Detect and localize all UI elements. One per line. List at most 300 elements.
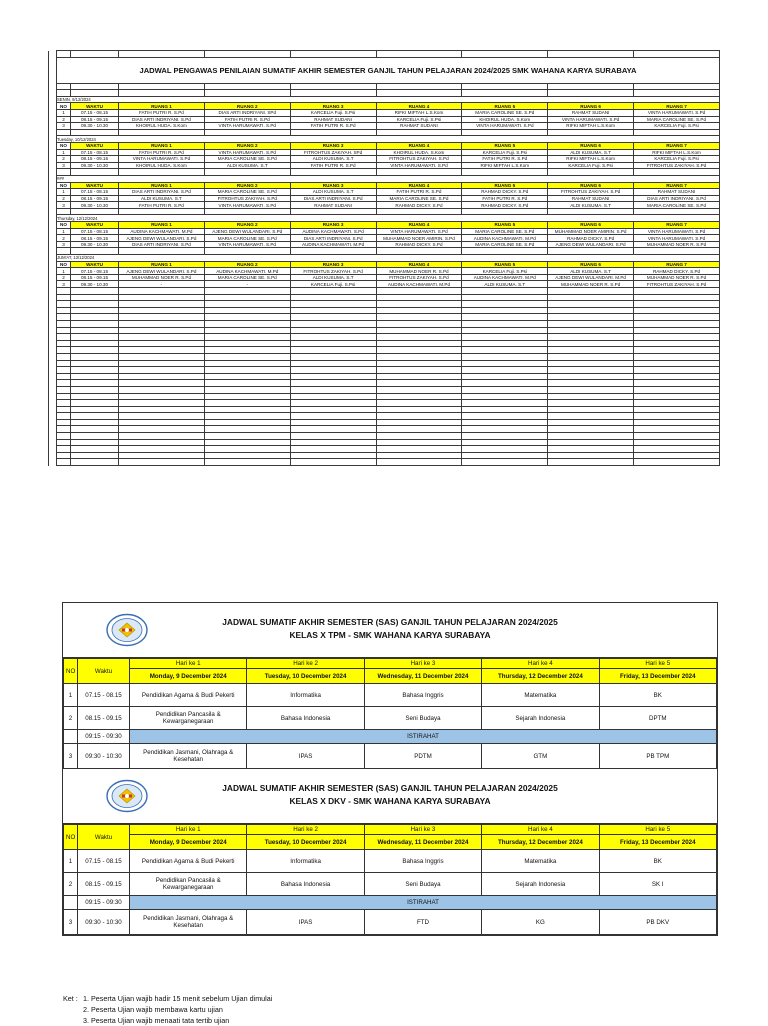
sup-cell [119, 452, 205, 459]
sup-cell [71, 360, 119, 367]
sup-cell [376, 83, 462, 90]
sup-cell [634, 380, 720, 387]
sup-cell [71, 301, 119, 308]
row-time: 08.15 - 09.15 [78, 707, 130, 730]
subject-cell: Informatika [247, 850, 364, 873]
sup-supervisor: VINTA HARUMAWATI. S.Pd [204, 202, 290, 209]
sup-cell [548, 446, 634, 453]
sup-supervisor: FITROHTUS ZAKIYAH. S.Pd [634, 162, 720, 169]
sup-cell [49, 103, 57, 110]
day-date: Monday, 9 December 2024 [130, 669, 247, 684]
subject-cell: Matematika [482, 850, 599, 873]
sup-cell [57, 353, 71, 360]
sup-cell [462, 307, 548, 314]
sup-supervisor: RAHMAD DICKY. S.Pd [376, 202, 462, 209]
sup-header: RUANG 1 [119, 182, 205, 189]
sup-supervisor: MARIA CAROLINE SE. S.Pd [462, 228, 548, 235]
sup-cell [462, 129, 548, 136]
sup-cell [57, 360, 71, 367]
sup-cell [548, 307, 634, 314]
sup-cell [119, 439, 205, 446]
sup-cell [634, 406, 720, 413]
sup-cell [71, 288, 119, 295]
sup-supervisor: FITROHTUS ZAKIYAH. S.Pd [290, 268, 376, 275]
sup-supervisor: ALDI KUSUMA. S.T [119, 195, 205, 202]
subject-cell: BK [599, 684, 716, 707]
sup-cell [376, 307, 462, 314]
sup-cell [119, 386, 205, 393]
sup-cell [290, 367, 376, 374]
sup-row [49, 347, 720, 354]
sup-cell [634, 334, 720, 341]
subject-cell: KG [482, 910, 599, 935]
sup-cell [462, 433, 548, 440]
sup-cell [204, 439, 290, 446]
sup-supervisor: FATIH PUTRI R. S.Pd [376, 189, 462, 196]
sup-cell [548, 373, 634, 380]
sup-supervisor: DIAS ARTI INDRIYANI. S.Pd [634, 195, 720, 202]
sup-supervisor: FITROHTUS ZAKIYAH. SPd [290, 149, 376, 156]
sup-header: NO [57, 142, 71, 149]
sup-cell [290, 452, 376, 459]
sup-cell [376, 446, 462, 453]
sup-cell [57, 294, 71, 301]
sup-cell [462, 380, 548, 387]
sup-header: NO [57, 261, 71, 268]
sup-cell [548, 288, 634, 295]
sup-supervisor: VINTA HARUMAWATI. S.Pd [376, 162, 462, 169]
sup-cell [71, 169, 119, 176]
sup-cell [204, 51, 290, 58]
sup-supervisor: FATIH PUTRI R. S.Pd [290, 162, 376, 169]
sup-cell [119, 90, 205, 97]
sup-cell [634, 83, 720, 90]
sup-cell [71, 307, 119, 314]
sup-cell [119, 353, 205, 360]
sup-cell [57, 380, 71, 387]
subject-cell: Informatika [247, 684, 364, 707]
sup-slot: 1 [57, 109, 71, 116]
sup-cell [634, 400, 720, 407]
sup-cell [290, 459, 376, 466]
sup-cell [71, 294, 119, 301]
sup-cell [49, 367, 57, 374]
sup-cell [49, 446, 57, 453]
sup-cell [634, 327, 720, 334]
sup-cell [119, 373, 205, 380]
sup-cell [548, 406, 634, 413]
sup-cell [548, 433, 634, 440]
sup-cell [290, 353, 376, 360]
sup-header: RUANG 2 [204, 103, 290, 110]
sup-cell [290, 208, 376, 215]
sup-cell [49, 57, 57, 83]
sup-cell [290, 400, 376, 407]
note-item: 3. Peserta Ujian wajib menaati tata tertib ujian [83, 1016, 230, 1025]
sup-cell [71, 400, 119, 407]
sup-cell [634, 314, 720, 321]
sup-cell [119, 51, 205, 58]
sup-row [49, 452, 720, 459]
sup-supervisor: FATIH PUTRI R. S.Pd [462, 156, 548, 163]
row-time: 08.15 - 09.15 [78, 873, 130, 896]
sup-supervisor: AUDINA KACHMAWATI. M.Pd [290, 241, 376, 248]
sup-row [49, 413, 720, 420]
sup-row [49, 222, 720, 229]
sup-supervisor: - [119, 281, 205, 288]
sup-cell [290, 439, 376, 446]
sup-cell [290, 446, 376, 453]
row-time: 07.15 - 08.15 [78, 850, 130, 873]
schedule-table [63, 658, 717, 769]
sup-header: RUANG 3 [290, 142, 376, 149]
sup-cell [462, 248, 548, 255]
sup-cell [57, 340, 71, 347]
sup-cell [119, 406, 205, 413]
sup-cell [204, 380, 290, 387]
sup-cell [462, 301, 548, 308]
sup-cell [49, 162, 57, 169]
sup-slot: 08.15 - 09.15 [71, 274, 119, 281]
sup-supervisor: KARCELIA Fuji. S.Psi [290, 281, 376, 288]
sup-cell [376, 169, 462, 176]
sup-supervisor: RIFKI MIFTAH L.S.Kom [634, 149, 720, 156]
sup-cell [462, 367, 548, 374]
sup-cell [462, 373, 548, 380]
subject-cell: Pendidikan Jasmani, Olahraga & Kesehatan [130, 744, 247, 769]
sup-cell [71, 51, 119, 58]
sup-cell [462, 446, 548, 453]
day-number: Hari ke 3 [364, 825, 481, 835]
sup-cell [204, 307, 290, 314]
sup-cell [49, 380, 57, 387]
sup-supervisor: AUDINA KACHMAWATI. S.Pd [290, 228, 376, 235]
sup-cell [49, 459, 57, 466]
sup-slot: 2 [57, 235, 71, 242]
sup-cell [634, 367, 720, 374]
sup-cell [290, 393, 376, 400]
sup-cell [71, 90, 119, 97]
sup-cell [376, 393, 462, 400]
sup-cell [49, 195, 57, 202]
sup-cell [376, 406, 462, 413]
sup-cell [548, 83, 634, 90]
sup-cell [49, 149, 57, 156]
sup-supervisor: DIAS ARTI INDRIYANI. S.Pd [119, 241, 205, 248]
sup-cell [548, 360, 634, 367]
sup-cell [204, 340, 290, 347]
sup-cell [204, 406, 290, 413]
sup-row [49, 51, 720, 58]
sup-supervisor: DIAS ARTI INDRIYANI. SPd [204, 109, 290, 116]
sup-day-label: Thursday, 12/12/2024 [57, 215, 720, 222]
sup-cell [49, 175, 57, 182]
sup-cell [119, 248, 205, 255]
sup-slot: 1 [57, 268, 71, 275]
sup-cell [49, 419, 57, 426]
sup-row [49, 373, 720, 380]
sup-cell [57, 426, 71, 433]
sup-cell [71, 208, 119, 215]
day-number: Hari ke 1 [130, 659, 247, 669]
sup-cell [204, 294, 290, 301]
sup-cell [49, 248, 57, 255]
subject-cell: Pendidikan Agama & Budi Pekerti [130, 850, 247, 873]
sup-cell [290, 340, 376, 347]
sup-row [49, 241, 720, 248]
sup-row [49, 228, 720, 235]
sup-row [49, 433, 720, 440]
sup-cell [462, 327, 548, 334]
sup-cell [376, 459, 462, 466]
sup-row [49, 202, 720, 209]
sup-cell [204, 288, 290, 295]
sup-cell [49, 288, 57, 295]
sup-cell [376, 90, 462, 97]
sup-cell [376, 380, 462, 387]
sup-slot: 2 [57, 116, 71, 123]
sup-cell [71, 327, 119, 334]
subject-cell: Bahasa Indonesia [247, 873, 364, 896]
break-time: 09:15 - 09:30 [78, 730, 130, 744]
sup-header: WAKTU [71, 222, 119, 229]
sup-supervisor: - [204, 281, 290, 288]
sup-cell [548, 386, 634, 393]
sup-supervisor: FATIH PUTRI R. S.Pd [119, 149, 205, 156]
sup-cell [49, 189, 57, 196]
sup-cell [204, 393, 290, 400]
sup-cell [204, 301, 290, 308]
sup-cell [634, 459, 720, 466]
sup-header: RUANG 4 [376, 103, 462, 110]
sup-cell [204, 169, 290, 176]
sup-cell [119, 360, 205, 367]
sup-cell [49, 182, 57, 189]
sup-cell [49, 235, 57, 242]
sup-cell [376, 327, 462, 334]
sup-cell [204, 314, 290, 321]
sup-cell [71, 452, 119, 459]
subject-cell: Bahasa Inggris [364, 684, 481, 707]
subject-cell: FTD [364, 910, 481, 935]
sup-row [49, 208, 720, 215]
sup-header: RUANG 5 [462, 103, 548, 110]
sup-supervisor: MARIA CAROLINE SE. S.Pd [634, 116, 720, 123]
sup-cell [462, 314, 548, 321]
sup-header: RUANG 5 [462, 182, 548, 189]
sup-header: WAKTU [71, 142, 119, 149]
sup-cell [462, 294, 548, 301]
sup-cell [376, 353, 462, 360]
sup-cell [71, 320, 119, 327]
sup-cell [376, 314, 462, 321]
sup-row [49, 367, 720, 374]
sup-row [49, 386, 720, 393]
sup-header: RUANG 7 [634, 222, 720, 229]
sup-header: RUANG 7 [634, 103, 720, 110]
sup-cell [290, 90, 376, 97]
sup-supervisor: MUHAMMAD NOER R. S.Pd [376, 268, 462, 275]
sup-supervisor: FITROHTUS ZAKIYAH. S.Pd [376, 156, 462, 163]
sup-cell [634, 439, 720, 446]
sup-supervisor: MARIA CAROLINE SE. S.Pd [462, 241, 548, 248]
sup-cell [462, 90, 548, 97]
sup-supervisor: ALDI KUSUMA. S.T [548, 149, 634, 156]
day-number: Hari ke 3 [364, 659, 481, 669]
sup-supervisor: AJENG DEWI WULANDARI. M.Pd [548, 274, 634, 281]
sup-cell [49, 109, 57, 116]
sup-header: RUANG 4 [376, 142, 462, 149]
sup-cell [49, 228, 57, 235]
sup-supervisor: MUHAMMAD NOER R. S.Pd [634, 274, 720, 281]
sup-cell [49, 255, 57, 262]
sup-row [49, 103, 720, 110]
sup-supervisor: KHOIRUL HUDA. S.Kom [119, 162, 205, 169]
sup-supervisor: RAHMAT SUDANI [290, 116, 376, 123]
sup-cell [71, 413, 119, 420]
sup-row [49, 189, 720, 196]
subject-cell: Pendidikan Agama & Budi Pekerti [130, 684, 247, 707]
sup-cell [634, 413, 720, 420]
sup-row [49, 123, 720, 130]
sup-supervisor: VINTA HARUMAWATI. S.Pd [634, 235, 720, 242]
sup-supervisor: VINTA HARUMAWATI. S.Pd [634, 228, 720, 235]
sup-cell [290, 386, 376, 393]
sup-cell [548, 248, 634, 255]
schedule-table [63, 824, 717, 935]
sup-cell [119, 446, 205, 453]
sup-cell [634, 446, 720, 453]
break-time: 09:15 - 09:30 [78, 896, 130, 910]
sup-cell [204, 433, 290, 440]
sup-cell [376, 320, 462, 327]
sup-cell [49, 215, 57, 222]
subject-cell: SK I [599, 873, 716, 896]
sup-cell [376, 386, 462, 393]
sup-row [49, 96, 720, 103]
sup-supervisor: AJENG DEWI WULANDARI. S.Pd [119, 268, 205, 275]
no-header: NO [64, 659, 78, 684]
sup-header: RUANG 5 [462, 142, 548, 149]
sup-slot: 1 [57, 149, 71, 156]
sup-row [49, 459, 720, 466]
sup-supervisor: AJENG DEWI WULANDARI. S.Pd [548, 241, 634, 248]
note-item: 2. Peserta Ujian wajib membawa kartu ujian [83, 1005, 223, 1014]
sup-cell [49, 439, 57, 446]
sup-cell [49, 340, 57, 347]
sup-cell [57, 83, 71, 90]
day-date: Tuesday, 10 December 2024 [247, 669, 364, 684]
sup-cell [57, 327, 71, 334]
day-number: Hari ke 4 [482, 659, 599, 669]
sup-row [49, 301, 720, 308]
sup-cell [49, 386, 57, 393]
sup-cell [119, 347, 205, 354]
day-date: Tuesday, 10 December 2024 [247, 835, 364, 850]
sup-row [49, 419, 720, 426]
sup-cell [548, 327, 634, 334]
schedule-title: JADWAL SUMATIF AKHIR SEMESTER (SAS) GANJIL TAHUN PELAJARAN 2024/2025 [222, 783, 558, 793]
sup-slot: 08.15 - 09.15 [71, 235, 119, 242]
sup-cell [119, 129, 205, 136]
sup-cell [49, 156, 57, 163]
sup-cell [462, 320, 548, 327]
sup-row [49, 439, 720, 446]
sup-supervisor: AUDINA KACHMAWATI. M.Pd [462, 274, 548, 281]
sup-row [49, 149, 720, 156]
row-no: 1 [64, 684, 78, 707]
sup-supervisor: MARIA CAROLINE SE. S.Pd [376, 195, 462, 202]
sup-supervisor: VINTA HARUMAWATI. S.Pd [119, 156, 205, 163]
sup-cell [71, 426, 119, 433]
sup-slot: 07.15 - 08.15 [71, 228, 119, 235]
notes [63, 993, 272, 1026]
sup-header: RUANG 6 [548, 103, 634, 110]
sup-header: NO [57, 103, 71, 110]
sup-cell [57, 129, 71, 136]
sup-supervisor: KARCELIA Fuji. S.Psi [376, 116, 462, 123]
row-no [64, 896, 78, 910]
sup-cell [290, 419, 376, 426]
sup-header: RUANG 6 [548, 222, 634, 229]
day-number: Hari ke 5 [599, 659, 716, 669]
day-number: Hari ke 1 [130, 825, 247, 835]
sup-cell [548, 320, 634, 327]
no-header: NO [64, 825, 78, 850]
sup-header: WAKTU [71, 182, 119, 189]
sup-slot: 3 [57, 281, 71, 288]
sup-cell [71, 83, 119, 90]
sup-row [49, 57, 720, 83]
sup-cell [204, 373, 290, 380]
sup-cell [71, 446, 119, 453]
sup-supervisor: RIFKI MIFTAH L.S.Kom [548, 156, 634, 163]
sup-header: RUANG 4 [376, 222, 462, 229]
subject-cell: GTM [482, 744, 599, 769]
sup-supervisor: MARIA CAROLINE SE. S.Pd [204, 156, 290, 163]
sup-cell [548, 452, 634, 459]
sup-cell [119, 294, 205, 301]
sup-cell [49, 169, 57, 176]
sup-cell [376, 208, 462, 215]
sup-cell [634, 433, 720, 440]
sup-cell [119, 419, 205, 426]
sup-header: RUANG 6 [548, 142, 634, 149]
sup-cell [548, 129, 634, 136]
sup-cell [119, 83, 205, 90]
sup-row [49, 274, 720, 281]
sup-supervisor: KARCELIA Fuji. S.Psi [548, 162, 634, 169]
sup-header: RUANG 2 [204, 261, 290, 268]
sup-cell [204, 90, 290, 97]
note-item: 1. Peserta Ujian wajib hadir 15 menit sebelum Ujian dimulai [83, 994, 273, 1003]
sup-cell [634, 208, 720, 215]
subject-cell: Pendidikan Jasmani, Olahraga & Kesehatan [130, 910, 247, 935]
sup-cell [71, 314, 119, 321]
sup-cell [634, 386, 720, 393]
sup-cell [57, 400, 71, 407]
subject-cell: PDTM [364, 744, 481, 769]
sup-supervisor: KHOIRUL HUDA. S.Kom [462, 116, 548, 123]
row-no: 2 [64, 707, 78, 730]
sup-supervisor: ALDI KUSUMA. S.T [290, 274, 376, 281]
sup-supervisor: AUDINA KACHMAWATI. M.Pd [376, 281, 462, 288]
sup-cell [49, 116, 57, 123]
sup-cell [71, 459, 119, 466]
sup-cell [290, 320, 376, 327]
sup-slot: 1 [57, 189, 71, 196]
sup-cell [49, 274, 57, 281]
